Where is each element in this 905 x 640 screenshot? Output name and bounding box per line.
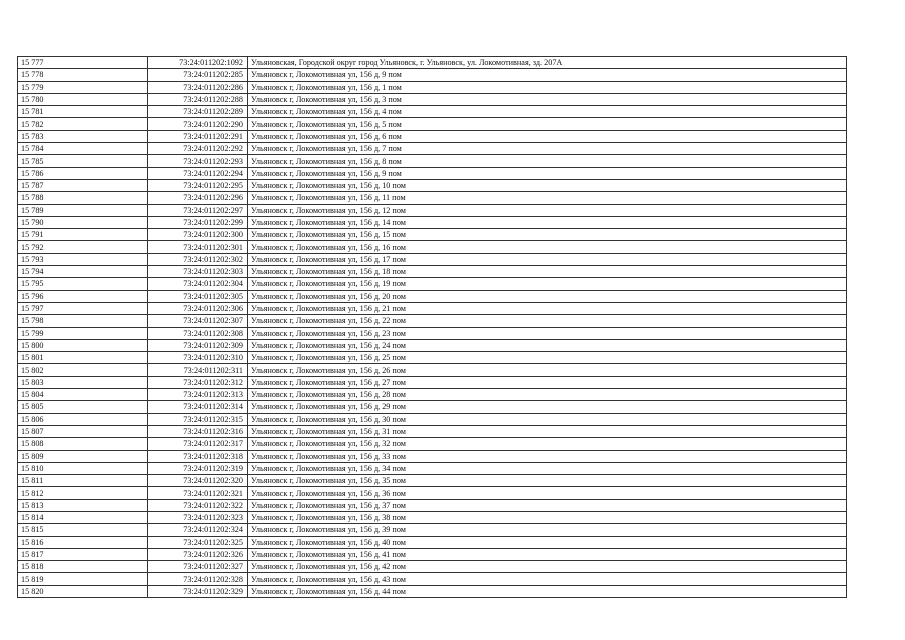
- table-row: [18, 290, 847, 302]
- address-cell: Ульяновск г, Локомотивная ул, 156 д, 19 пом: [248, 278, 847, 290]
- table-row: [18, 81, 847, 93]
- row-number-cell: 15 779: [18, 81, 148, 93]
- table-row: [18, 425, 847, 437]
- cadastral-number-cell: 73:24:011202:329: [148, 585, 248, 597]
- table-row: [18, 143, 847, 155]
- table-row: [18, 57, 847, 69]
- cadastral-number-cell: 73:24:011202:301: [148, 241, 248, 253]
- cadastral-number-cell: 73:24:011202:324: [148, 524, 248, 536]
- cadastral-number-cell: 73:24:011202:318: [148, 450, 248, 462]
- row-number-cell: 15 801: [18, 352, 148, 364]
- cadastral-number-cell: 73:24:011202:296: [148, 192, 248, 204]
- table-row: [18, 192, 847, 204]
- table-row: [18, 302, 847, 314]
- row-number-cell: 15 802: [18, 364, 148, 376]
- table-row: [18, 229, 847, 241]
- table-row: [18, 561, 847, 573]
- address-cell: Ульяновск г, Локомотивная ул, 156 д, 26 пом: [248, 364, 847, 376]
- cadastral-number-cell: 73:24:011202:309: [148, 339, 248, 351]
- address-cell: Ульяновск г, Локомотивная ул, 156 д, 23 пом: [248, 327, 847, 339]
- cadastral-number-cell: 73:24:011202:305: [148, 290, 248, 302]
- cadastral-number-cell: 73:24:011202:319: [148, 462, 248, 474]
- table-row: [18, 524, 847, 536]
- address-cell: Ульяновская, Городской округ город Ульяновск, г. Ульяновск, ул. Локомотивная, зд. 207А: [248, 57, 847, 69]
- cadastral-number-cell: 73:24:011202:326: [148, 548, 248, 560]
- address-cell: Ульяновск г, Локомотивная ул, 156 д, 8 пом: [248, 155, 847, 167]
- address-cell: Ульяновск г, Локомотивная ул, 156 д, 24 пом: [248, 339, 847, 351]
- cadastral-number-cell: 73:24:011202:290: [148, 118, 248, 130]
- row-number-cell: 15 791: [18, 229, 148, 241]
- address-cell: Ульяновск г, Локомотивная ул, 156 д, 9 пом: [248, 69, 847, 81]
- row-number-cell: 15 816: [18, 536, 148, 548]
- cadastral-number-cell: 73:24:011202:286: [148, 81, 248, 93]
- cadastral-number-cell: 73:24:011202:1092: [148, 57, 248, 69]
- address-cell: Ульяновск г, Локомотивная ул, 156 д, 28 пом: [248, 389, 847, 401]
- address-cell: Ульяновск г, Локомотивная ул, 156 д, 6 пом: [248, 130, 847, 142]
- row-number-cell: 15 785: [18, 155, 148, 167]
- cadastral-number-cell: 73:24:011202:304: [148, 278, 248, 290]
- table-row: [18, 204, 847, 216]
- cadastral-number-cell: 73:24:011202:316: [148, 425, 248, 437]
- row-number-cell: 15 788: [18, 192, 148, 204]
- table-row: [18, 536, 847, 548]
- row-number-cell: 15 793: [18, 253, 148, 265]
- table-row: [18, 106, 847, 118]
- address-cell: Ульяновск г, Локомотивная ул, 156 д, 40 пом: [248, 536, 847, 548]
- address-cell: Ульяновск г, Локомотивная ул, 156 д, 27 пом: [248, 376, 847, 388]
- row-number-cell: 15 808: [18, 438, 148, 450]
- table-row: [18, 266, 847, 278]
- cadastral-number-cell: 73:24:011202:310: [148, 352, 248, 364]
- row-number-cell: 15 806: [18, 413, 148, 425]
- address-cell: Ульяновск г, Локомотивная ул, 156 д, 32 пом: [248, 438, 847, 450]
- row-number-cell: 15 783: [18, 130, 148, 142]
- row-number-cell: 15 786: [18, 167, 148, 179]
- table-row: [18, 339, 847, 351]
- row-number-cell: 15 794: [18, 266, 148, 278]
- row-number-cell: 15 797: [18, 302, 148, 314]
- table-row: [18, 450, 847, 462]
- table-row: [18, 511, 847, 523]
- row-number-cell: 15 803: [18, 376, 148, 388]
- cadastral-number-cell: 73:24:011202:285: [148, 69, 248, 81]
- table-row: [18, 438, 847, 450]
- cadastral-number-cell: 73:24:011202:312: [148, 376, 248, 388]
- table-row: [18, 327, 847, 339]
- row-number-cell: 15 780: [18, 93, 148, 105]
- row-number-cell: 15 795: [18, 278, 148, 290]
- table-row: [18, 253, 847, 265]
- address-cell: Ульяновск г, Локомотивная ул, 156 д, 16 пом: [248, 241, 847, 253]
- cadastral-number-cell: 73:24:011202:317: [148, 438, 248, 450]
- cadastral-number-cell: 73:24:011202:307: [148, 315, 248, 327]
- cadastral-number-cell: 73:24:011202:299: [148, 216, 248, 228]
- address-cell: Ульяновск г, Локомотивная ул, 156 д, 37 пом: [248, 499, 847, 511]
- address-cell: Ульяновск г, Локомотивная ул, 156 д, 31 пом: [248, 425, 847, 437]
- row-number-cell: 15 815: [18, 524, 148, 536]
- table-row: [18, 475, 847, 487]
- row-number-cell: 15 778: [18, 69, 148, 81]
- table-row: [18, 352, 847, 364]
- table-row: [18, 401, 847, 413]
- row-number-cell: 15 784: [18, 143, 148, 155]
- row-number-cell: 15 800: [18, 339, 148, 351]
- address-cell: Ульяновск г, Локомотивная ул, 156 д, 34 пом: [248, 462, 847, 474]
- row-number-cell: 15 810: [18, 462, 148, 474]
- row-number-cell: 15 799: [18, 327, 148, 339]
- address-cell: Ульяновск г, Локомотивная ул, 156 д, 22 пом: [248, 315, 847, 327]
- address-cell: Ульяновск г, Локомотивная ул, 156 д, 42 пом: [248, 561, 847, 573]
- cadastral-number-cell: 73:24:011202:295: [148, 179, 248, 191]
- address-cell: Ульяновск г, Локомотивная ул, 156 д, 10 пом: [248, 179, 847, 191]
- row-number-cell: 15 789: [18, 204, 148, 216]
- cadastral-number-cell: 73:24:011202:321: [148, 487, 248, 499]
- table-row: [18, 130, 847, 142]
- cadastral-table: [17, 56, 847, 598]
- table-row: [18, 315, 847, 327]
- address-cell: Ульяновск г, Локомотивная ул, 156 д, 33 пом: [248, 450, 847, 462]
- cadastral-number-cell: 73:24:011202:308: [148, 327, 248, 339]
- row-number-cell: 15 813: [18, 499, 148, 511]
- table-row: [18, 364, 847, 376]
- table-body: [18, 57, 847, 598]
- table-row: [18, 487, 847, 499]
- cadastral-number-cell: 73:24:011202:289: [148, 106, 248, 118]
- cadastral-number-cell: 73:24:011202:315: [148, 413, 248, 425]
- cadastral-number-cell: 73:24:011202:292: [148, 143, 248, 155]
- table-row: [18, 499, 847, 511]
- cadastral-number-cell: 73:24:011202:291: [148, 130, 248, 142]
- address-cell: Ульяновск г, Локомотивная ул, 156 д, 30 пом: [248, 413, 847, 425]
- address-cell: Ульяновск г, Локомотивная ул, 156 д, 3 пом: [248, 93, 847, 105]
- address-cell: Ульяновск г, Локомотивная ул, 156 д, 44 пом: [248, 585, 847, 597]
- cadastral-number-cell: 73:24:011202:297: [148, 204, 248, 216]
- address-cell: Ульяновск г, Локомотивная ул, 156 д, 38 пом: [248, 511, 847, 523]
- address-cell: Ульяновск г, Локомотивная ул, 156 д, 43 пом: [248, 573, 847, 585]
- cadastral-number-cell: 73:24:011202:320: [148, 475, 248, 487]
- cadastral-number-cell: 73:24:011202:302: [148, 253, 248, 265]
- address-cell: Ульяновск г, Локомотивная ул, 156 д, 20 пом: [248, 290, 847, 302]
- row-number-cell: 15 805: [18, 401, 148, 413]
- address-cell: Ульяновск г, Локомотивная ул, 156 д, 14 пом: [248, 216, 847, 228]
- table-row: [18, 573, 847, 585]
- table-row: [18, 155, 847, 167]
- table-row: [18, 413, 847, 425]
- row-number-cell: 15 777: [18, 57, 148, 69]
- table-row: [18, 241, 847, 253]
- cadastral-number-cell: 73:24:011202:293: [148, 155, 248, 167]
- table-row: [18, 69, 847, 81]
- row-number-cell: 15 787: [18, 179, 148, 191]
- cadastral-number-cell: 73:24:011202:313: [148, 389, 248, 401]
- row-number-cell: 15 781: [18, 106, 148, 118]
- row-number-cell: 15 792: [18, 241, 148, 253]
- address-cell: Ульяновск г, Локомотивная ул, 156 д, 35 пом: [248, 475, 847, 487]
- table-row: [18, 118, 847, 130]
- row-number-cell: 15 819: [18, 573, 148, 585]
- cadastral-number-cell: 73:24:011202:311: [148, 364, 248, 376]
- cadastral-number-cell: 73:24:011202:323: [148, 511, 248, 523]
- cadastral-number-cell: 73:24:011202:314: [148, 401, 248, 413]
- address-cell: Ульяновск г, Локомотивная ул, 156 д, 11 пом: [248, 192, 847, 204]
- table-row: [18, 548, 847, 560]
- table-row: [18, 179, 847, 191]
- row-number-cell: 15 811: [18, 475, 148, 487]
- address-cell: Ульяновск г, Локомотивная ул, 156 д, 12 пом: [248, 204, 847, 216]
- address-cell: Ульяновск г, Локомотивная ул, 156 д, 17 пом: [248, 253, 847, 265]
- row-number-cell: 15 790: [18, 216, 148, 228]
- address-cell: Ульяновск г, Локомотивная ул, 156 д, 25 пом: [248, 352, 847, 364]
- row-number-cell: 15 798: [18, 315, 148, 327]
- row-number-cell: 15 782: [18, 118, 148, 130]
- address-cell: Ульяновск г, Локомотивная ул, 156 д, 5 пом: [248, 118, 847, 130]
- address-cell: Ульяновск г, Локомотивная ул, 156 д, 9 пом: [248, 167, 847, 179]
- table-row: [18, 167, 847, 179]
- row-number-cell: 15 796: [18, 290, 148, 302]
- cadastral-number-cell: 73:24:011202:328: [148, 573, 248, 585]
- cadastral-number-cell: 73:24:011202:327: [148, 561, 248, 573]
- cadastral-number-cell: 73:24:011202:288: [148, 93, 248, 105]
- address-cell: Ульяновск г, Локомотивная ул, 156 д, 1 пом: [248, 81, 847, 93]
- row-number-cell: 15 818: [18, 561, 148, 573]
- row-number-cell: 15 820: [18, 585, 148, 597]
- address-cell: Ульяновск г, Локомотивная ул, 156 д, 36 пом: [248, 487, 847, 499]
- row-number-cell: 15 817: [18, 548, 148, 560]
- address-cell: Ульяновск г, Локомотивная ул, 156 д, 15 пом: [248, 229, 847, 241]
- row-number-cell: 15 807: [18, 425, 148, 437]
- table-row: [18, 389, 847, 401]
- address-cell: Ульяновск г, Локомотивная ул, 156 д, 7 пом: [248, 143, 847, 155]
- table-row: [18, 216, 847, 228]
- address-cell: Ульяновск г, Локомотивная ул, 156 д, 29 пом: [248, 401, 847, 413]
- address-cell: Ульяновск г, Локомотивная ул, 156 д, 18 пом: [248, 266, 847, 278]
- row-number-cell: 15 812: [18, 487, 148, 499]
- row-number-cell: 15 814: [18, 511, 148, 523]
- cadastral-number-cell: 73:24:011202:325: [148, 536, 248, 548]
- row-number-cell: 15 804: [18, 389, 148, 401]
- cadastral-number-cell: 73:24:011202:322: [148, 499, 248, 511]
- table-row: [18, 376, 847, 388]
- cadastral-number-cell: 73:24:011202:300: [148, 229, 248, 241]
- row-number-cell: 15 809: [18, 450, 148, 462]
- address-cell: Ульяновск г, Локомотивная ул, 156 д, 4 пом: [248, 106, 847, 118]
- table-row: [18, 462, 847, 474]
- table-row: [18, 93, 847, 105]
- address-cell: Ульяновск г, Локомотивная ул, 156 д, 41 пом: [248, 548, 847, 560]
- table-row: [18, 585, 847, 597]
- table-row: [18, 278, 847, 290]
- address-cell: Ульяновск г, Локомотивная ул, 156 д, 21 пом: [248, 302, 847, 314]
- cadastral-number-cell: 73:24:011202:294: [148, 167, 248, 179]
- address-cell: Ульяновск г, Локомотивная ул, 156 д, 39 пом: [248, 524, 847, 536]
- cadastral-number-cell: 73:24:011202:306: [148, 302, 248, 314]
- cadastral-number-cell: 73:24:011202:303: [148, 266, 248, 278]
